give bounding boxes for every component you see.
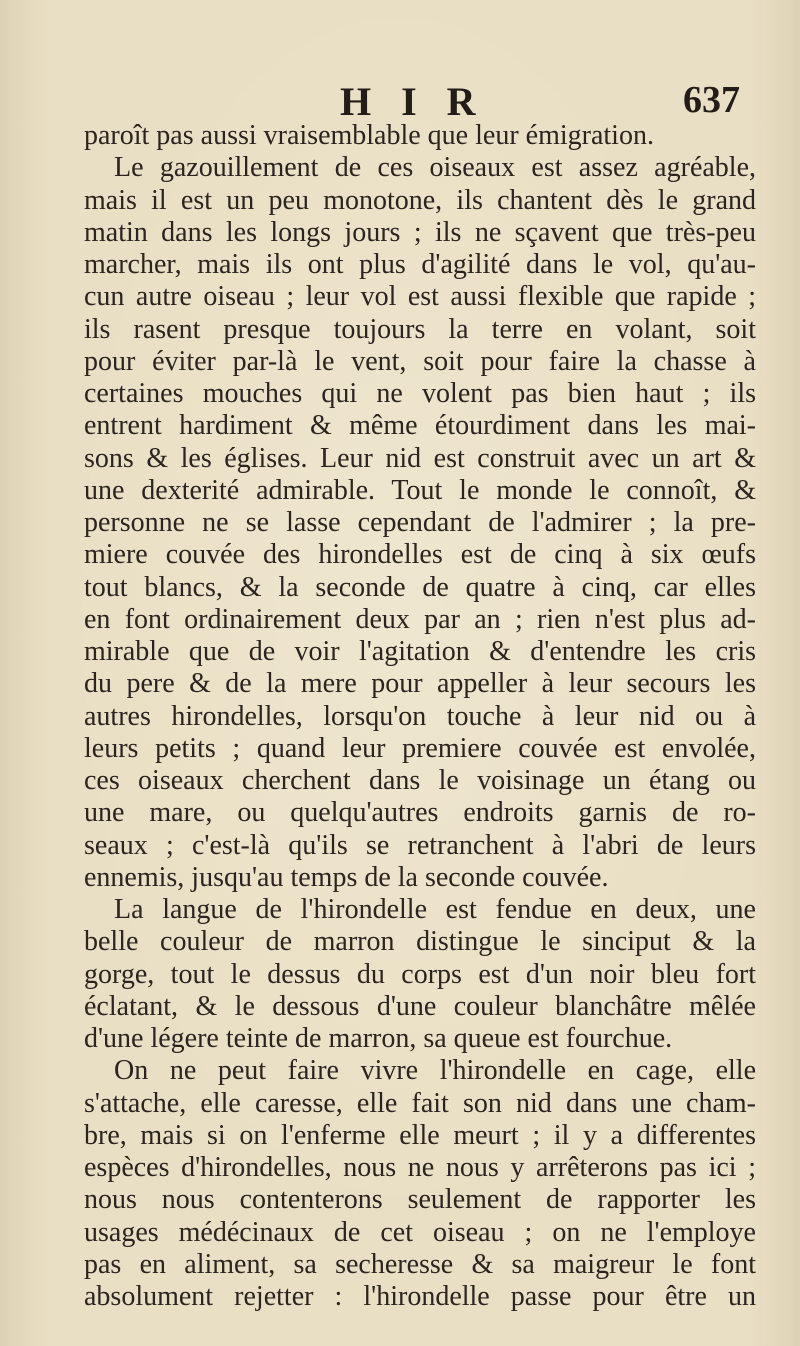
body-text (84, 120, 756, 1313)
text-line: gorge, tout le dessus du corps est d'un noir bleu fort (84, 958, 756, 990)
text-line: entrent hardiment & même étourdiment dans les mai- (84, 410, 756, 442)
text-line: On ne peut faire vivre l'hirondelle en cage, elle (114, 1055, 756, 1087)
text-line: nous nous contenterons seulement de rapporter les (84, 1184, 756, 1216)
text-line: paroît pas aussi vraisemblable que leur émigration. (84, 120, 654, 151)
text-line: seaux ; c'est-là qu'ils se retranchent à l'abri de leurs (84, 829, 756, 861)
running-head: H I R (340, 79, 486, 124)
text-line: en font ordinairement deux par an ; rien n'est plus ad- (84, 603, 756, 635)
text-line: Le gazouillement de ces oiseaux est assez agréable, (114, 152, 756, 184)
text-line: matin dans les longs jours ; ils ne sçavent que très-peu (84, 216, 756, 248)
text-line: absolument rejetter : l'hirondelle passe pour être un (84, 1281, 756, 1312)
text-line: tout blancs, & la seconde de quatre à cinq, car elles (84, 571, 756, 603)
text-line: leurs petits ; quand leur premiere couvée est envolée, (84, 732, 756, 764)
text-line: pour éviter par-là le vent, soit pour faire la chasse à (84, 345, 756, 377)
text-line: bre, mais si on l'enferme elle meurt ; il y a differentes (84, 1119, 756, 1151)
text-line: ils rasent presque toujours la terre en volant, soit (84, 313, 756, 345)
text-line: espèces d'hirondelles, nous ne nous y arrêterons pas ici ; (84, 1152, 756, 1183)
text-line: ennemis, jusqu'au temps de la seconde couvée. (84, 861, 609, 893)
text-line: une dexterité admirable. Tout le monde le connoît, & (84, 474, 756, 506)
text-line: La langue de l'hirondelle est fendue en deux, une (114, 894, 756, 925)
text-line: autres hirondelles, lorsqu'on touche à leur nid ou à (84, 700, 756, 732)
text-line: mais il est un peu monotone, ils chantent dès le grand (84, 184, 756, 216)
text-line: s'attache, elle caresse, elle fait son nid dans une cham- (84, 1087, 756, 1119)
text-line: sons & les églises. Leur nid est construit avec un art & (84, 442, 756, 474)
text-line: du pere & de la mere pour appeller à leur secours les (84, 668, 756, 700)
text-line: d'une légere teinte de marron, sa queue est fourchue. (84, 1023, 673, 1054)
text-line: belle couleur de marron distingue le sinciput & la (84, 926, 756, 958)
text-line: marcher, mais ils ont plus d'agilité dans le vol, qu'au- (84, 249, 756, 280)
text-line: une mare, ou quelqu'autres endroits garnis de ro- (84, 797, 756, 829)
text-line: personne ne se lasse cependant de l'admirer ; la pre- (84, 507, 756, 538)
text-line: cun autre oiseau ; leur vol est aussi flexible que rapide ; (84, 281, 756, 313)
text-line: miere couvée des hirondelles est de cinq à six œufs (84, 539, 756, 571)
text-line: mirable que de voir l'agitation & d'entendre les cris (84, 636, 756, 667)
text-line: pas en aliment, sa secheresse & sa maigreur le font (84, 1248, 756, 1280)
page-number: 637 (683, 79, 740, 121)
text-line: certaines mouches qui ne volent pas bien haut ; ils (84, 378, 756, 409)
text-line: usages médécinaux de cet oiseau ; on ne l'employe (84, 1216, 756, 1248)
page-header (60, 78, 740, 122)
text-line: ces oiseaux cherchent dans le voisinage un étang ou (84, 765, 756, 796)
text-line: éclatant, & le dessous d'une couleur blanchâtre mêlée (84, 990, 756, 1022)
